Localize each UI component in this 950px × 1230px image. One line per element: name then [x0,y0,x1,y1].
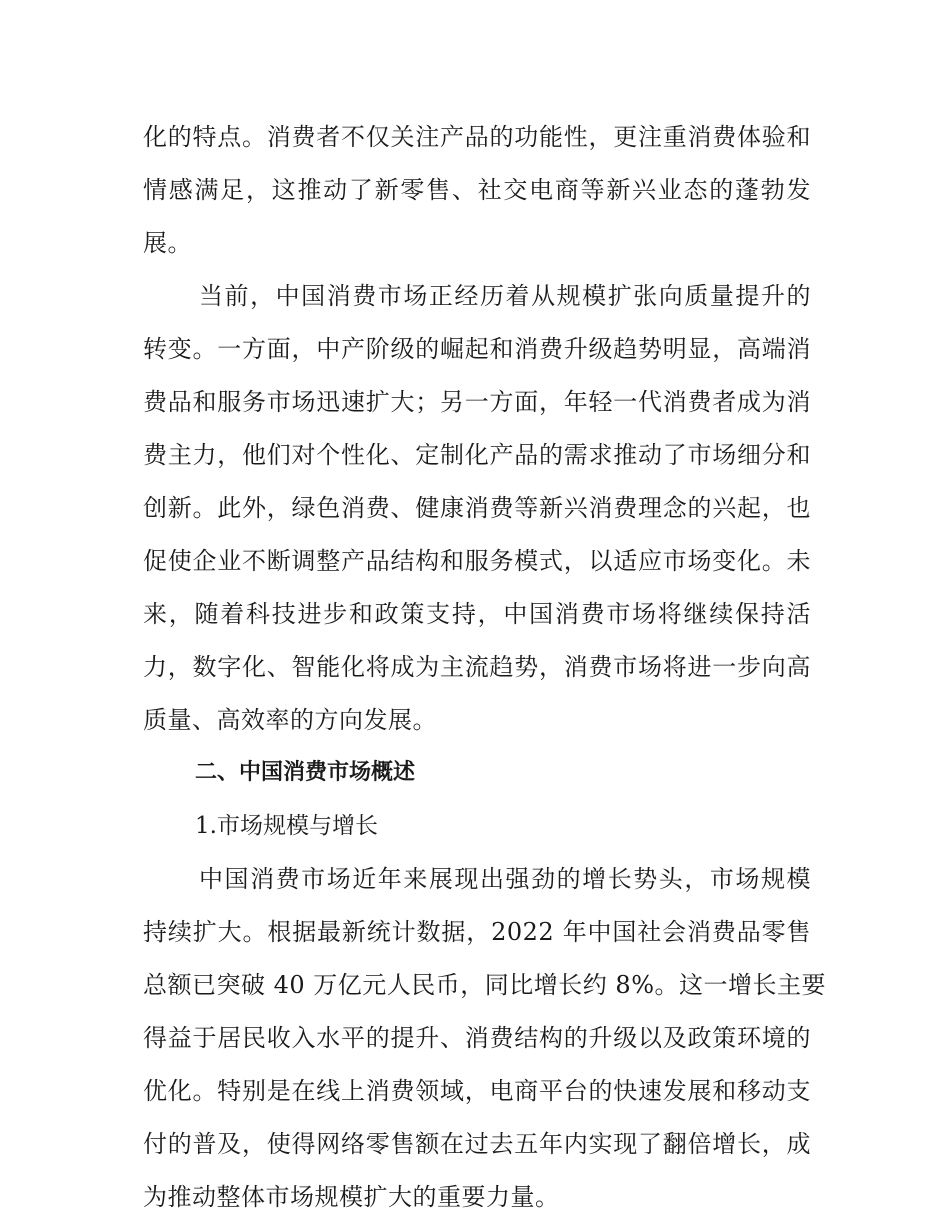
text-line: 展。 [143,229,192,257]
text-line: 优化。特别是在线上消费领域，电商平台的快速发展和移动支 [143,1077,811,1105]
text-line: 化的特点。消费者不仅关注产品的功能性，更注重消费体验和 [143,123,811,151]
text-line: 当前，中国消费市场正经历着从规模扩张向质量提升的 [199,282,811,310]
text-line: 费品和服务市场迅速扩大；另一方面，年轻一代消费者成为消 [143,388,811,416]
text-line: 总额已突破 40 万亿元人民币，同比增长约 8%。这一增长主要 [143,971,826,999]
text-line: 为推动整体市场规模扩大的重要力量。 [143,1183,560,1211]
paragraph-market-transition [143,275,811,741]
document-page [143,116,826,1229]
paragraph-market-scale [143,858,826,1218]
text-line: 创新。此外，绿色消费、健康消费等新兴消费理念的兴起，也 [143,494,811,522]
paragraph-continuation [143,116,811,264]
text-line: 持续扩大。根据最新统计数据，2022 年中国社会消费品零售 [143,918,811,946]
text-line: 促使企业不断调整产品结构和服务模式，以适应市场变化。未 [143,547,811,575]
text-line: 得益于居民收入水平的提升、消费结构的升级以及政策环境的 [143,1024,811,1052]
text-line: 力，数字化、智能化将成为主流趋势，消费市场将进一步向高 [143,653,811,681]
text-line: 中国消费市场近年来展现出强劲的增长势头，市场规模 [199,865,811,893]
text-line: 转变。一方面，中产阶级的崛起和消费升级趋势明显，高端消 [143,335,811,363]
text-line: 费主力，他们对个性化、定制化产品的需求推动了市场细分和 [143,441,811,469]
text-line: 情感满足，这推动了新零售、社交电商等新兴业态的蓬勃发 [143,176,811,204]
text-line: 来，随着科技进步和政策支持，中国消费市场将继续保持活 [143,600,811,628]
text-line: 付的普及，使得网络零售额在过去五年内实现了翻倍增长，成 [143,1130,811,1158]
section-heading: 二、中国消费市场概述 [195,760,416,785]
text-line: 质量、高效率的方向发展。 [143,706,437,734]
subsection-heading: 1.市场规模与增长 [195,813,378,839]
